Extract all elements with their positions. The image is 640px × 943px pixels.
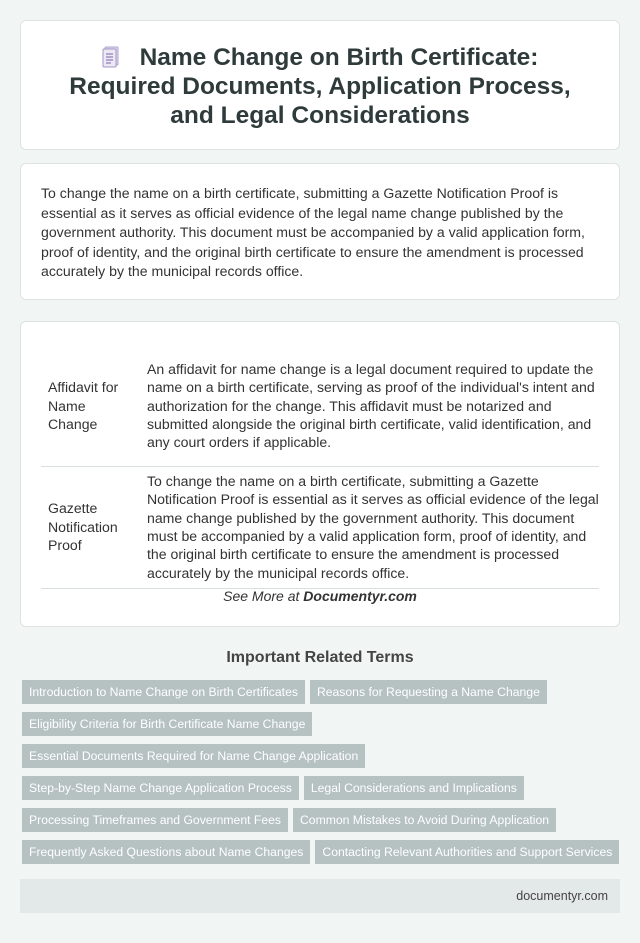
related-term-tag[interactable]: Frequently Asked Questions about Name Changes xyxy=(22,840,310,864)
related-term-tag[interactable]: Processing Timeframes and Government Fees xyxy=(22,808,288,832)
see-more-site[interactable]: Documentyr.com xyxy=(303,588,417,604)
title-card xyxy=(20,20,620,150)
page-title xyxy=(51,43,589,130)
document-icon xyxy=(102,46,120,68)
related-term-tag[interactable]: Introduction to Name Change on Birth Certificates xyxy=(22,680,305,704)
see-more-prefix: See More at xyxy=(223,588,304,604)
terms-table xyxy=(41,346,599,589)
term-cell: Affidavit for Name Change xyxy=(41,346,141,466)
table-row xyxy=(41,346,599,466)
term-cell: Gazette Notification Proof xyxy=(41,466,141,588)
related-term-tag[interactable]: Legal Considerations and Implications xyxy=(304,776,524,800)
related-terms-heading: Important Related Terms xyxy=(226,649,414,666)
footer xyxy=(20,879,620,913)
see-more-link[interactable] xyxy=(21,588,619,604)
related-term-tag[interactable]: Reasons for Requesting a Name Change xyxy=(310,680,547,704)
related-term-tag[interactable]: Step-by-Step Name Change Application Process xyxy=(22,776,299,800)
related-terms-list xyxy=(22,680,622,872)
definition-cell: To change the name on a birth certificate, submitting a Gazette Notification Proof is essential as it serves as official evidence of the legal name change published by the government authority. This document must be accompanied by a valid application form, proof of identity, and the original birth certificate to ensure the amendment is processed accurately by the municipal records office. xyxy=(141,466,599,588)
definition-cell: An affidavit for name change is a legal document required to update the name on a birth certificate, serving as proof of the individual's intent and authorization for the change. This affidavit must be notarized and submitted alongside the original birth certificate, valid identification, and any court orders if applicable. xyxy=(141,346,599,466)
intro-paragraph: To change the name on a birth certificate, submitting a Gazette Notification Proof is essential as it serves as official evidence of the legal name change published by the government authority. This document must be accompanied by a valid application form, proof of identity, and the original birth certificate to ensure the amendment is processed accurately by the municipal records office. xyxy=(41,185,585,279)
related-term-tag[interactable]: Eligibility Criteria for Birth Certificate Name Change xyxy=(22,712,312,736)
related-term-tag[interactable]: Essential Documents Required for Name Change Application xyxy=(22,744,365,768)
related-term-tag[interactable]: Common Mistakes to Avoid During Application xyxy=(293,808,556,832)
footer-site-link[interactable]: documentyr.com xyxy=(516,889,608,903)
intro-card xyxy=(20,163,620,300)
terms-card xyxy=(20,321,620,627)
related-term-tag[interactable]: Contacting Relevant Authorities and Support Services xyxy=(315,840,619,864)
page-title-text: Name Change on Birth Certificate: Required Documents, Application Process, and Legal Considerations xyxy=(69,44,571,129)
table-row xyxy=(41,466,599,588)
